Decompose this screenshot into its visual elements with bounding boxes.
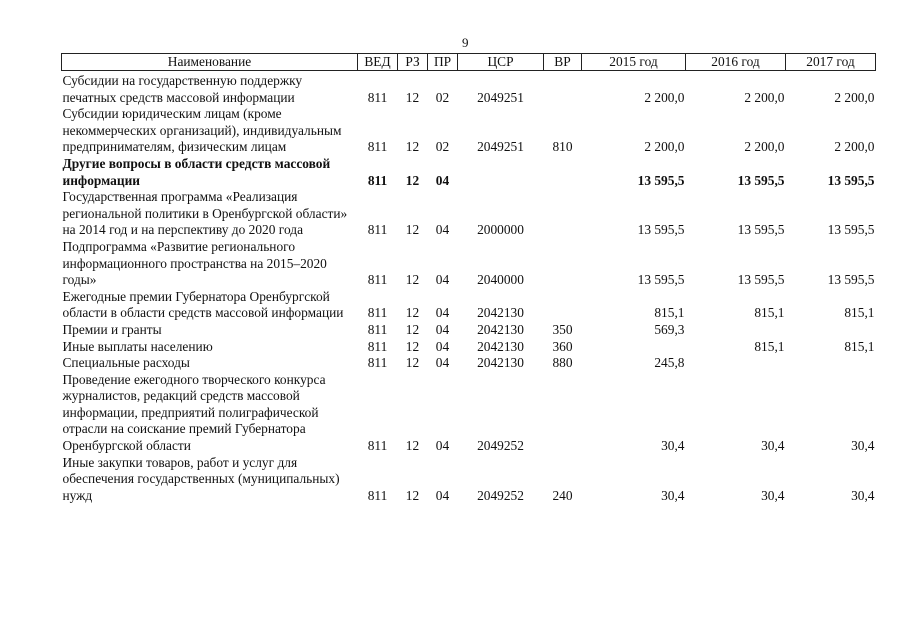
table-header-row <box>62 54 876 71</box>
row-vr <box>544 372 582 455</box>
row-rz: 12 <box>405 89 420 105</box>
row-pr: 04 <box>435 222 450 238</box>
row-pr: 04 <box>435 438 450 454</box>
table-row <box>62 239 876 289</box>
row-value-2015: 13 595,5 <box>637 272 685 288</box>
row-value-2015: 13 595,5 <box>637 172 685 188</box>
row-csr: 2049252 <box>477 438 524 454</box>
table-row <box>62 339 876 356</box>
row-rz: 12 <box>405 338 420 354</box>
page-number: 9 <box>462 35 469 50</box>
row-value-2017: 30,4 <box>851 438 875 454</box>
row-value-2016: 2 200,0 <box>744 139 785 155</box>
row-value-2016: 30,4 <box>761 438 785 454</box>
row-value-2016 <box>686 355 786 372</box>
row-value-2015: 245,8 <box>654 355 685 371</box>
row-ved: 811 <box>367 139 388 155</box>
row-ved: 811 <box>367 338 388 354</box>
row-value-2016: 13 595,5 <box>737 222 785 238</box>
row-pr: 04 <box>435 487 450 503</box>
row-ved: 811 <box>367 272 388 288</box>
row-vr <box>544 156 582 189</box>
row-pr: 04 <box>435 272 450 288</box>
header-pr: ПР <box>428 54 458 71</box>
row-rz: 12 <box>405 272 420 288</box>
row-vr: 240 <box>552 487 573 503</box>
header-2017: 2017 год <box>786 54 876 71</box>
row-name: Премии и гранты <box>62 321 162 337</box>
row-value-2015 <box>582 339 686 356</box>
row-vr <box>544 189 582 239</box>
row-value-2015: 30,4 <box>661 487 685 503</box>
table-row <box>62 71 876 107</box>
row-value-2015: 30,4 <box>661 438 685 454</box>
header-ved: ВЕД <box>358 54 398 71</box>
row-rz: 12 <box>405 438 420 454</box>
row-ved: 811 <box>367 321 388 337</box>
row-value-2017: 13 595,5 <box>827 272 875 288</box>
header-2016: 2016 год <box>686 54 786 71</box>
budget-table <box>61 53 876 504</box>
row-value-2016: 30,4 <box>761 487 785 503</box>
header-name: Наименование <box>62 54 358 71</box>
row-name: Подпрограмма «Развитие регионального информационного пространства на 2015–2020 годы» <box>62 238 327 288</box>
row-value-2016: 13 595,5 <box>737 172 785 188</box>
row-ved: 811 <box>367 172 388 188</box>
row-ved: 811 <box>367 355 388 371</box>
header-rz: РЗ <box>398 54 428 71</box>
row-name: Субсидии юридическим лицам (кроме некоммерческих организаций), индивидуальным предпринимателям, физическим лицам <box>62 106 342 155</box>
table-row <box>62 322 876 339</box>
row-value-2017: 2 200,0 <box>834 139 875 155</box>
row-name: Специальные расходы <box>62 355 190 371</box>
row-ved: 811 <box>367 89 388 105</box>
row-value-2017 <box>786 355 876 372</box>
row-name: Субсидии на государственную поддержку печатных средств массовой информации <box>62 73 303 105</box>
row-value-2017: 30,4 <box>851 487 875 503</box>
row-csr: 2049252 <box>477 487 524 503</box>
table-row <box>62 106 876 156</box>
row-value-2015: 2 200,0 <box>644 89 685 105</box>
row-value-2017: 13 595,5 <box>827 172 875 188</box>
row-ved: 811 <box>367 438 388 454</box>
row-rz: 12 <box>405 355 420 371</box>
row-value-2016: 815,1 <box>754 338 785 354</box>
row-value-2017 <box>786 322 876 339</box>
row-pr: 04 <box>435 305 450 321</box>
row-pr: 04 <box>435 172 450 188</box>
table-row <box>62 156 876 189</box>
row-value-2017: 815,1 <box>844 305 875 321</box>
header-vr: ВР <box>544 54 582 71</box>
row-vr: 360 <box>552 338 573 354</box>
row-value-2016: 13 595,5 <box>737 272 785 288</box>
row-rz: 12 <box>405 222 420 238</box>
row-csr: 2042130 <box>477 305 524 321</box>
row-csr: 2042130 <box>477 355 524 371</box>
table-row <box>62 189 876 239</box>
row-rz: 12 <box>405 305 420 321</box>
row-vr: 810 <box>552 139 573 155</box>
row-vr <box>544 71 582 107</box>
row-vr <box>544 239 582 289</box>
row-vr: 880 <box>552 355 573 371</box>
row-pr: 02 <box>435 139 450 155</box>
row-value-2016: 815,1 <box>754 305 785 321</box>
row-pr: 04 <box>435 338 450 354</box>
row-name: Государственная программа «Реализация региональной политики в Оренбургской области» на 2014 год и на перспективу до 2020 года <box>62 189 348 238</box>
row-csr <box>458 156 544 189</box>
row-csr: 2042130 <box>477 321 524 337</box>
row-rz: 12 <box>405 487 420 503</box>
row-csr: 2040000 <box>477 272 524 288</box>
row-name: Проведение ежегодного творческого конкурса журналистов, редакций средств массовой информации, предприятий полиграфической отрасли на соискание премий Губернатора Оренбургской области <box>62 371 326 454</box>
row-rz: 12 <box>405 172 420 188</box>
table-row <box>62 455 876 505</box>
table-row <box>62 289 876 322</box>
header-2015: 2015 год <box>582 54 686 71</box>
row-value-2017: 2 200,0 <box>834 89 875 105</box>
row-name: Иные выплаты населению <box>62 338 213 354</box>
row-value-2015: 2 200,0 <box>644 139 685 155</box>
row-pr: 02 <box>435 89 450 105</box>
row-ved: 811 <box>367 222 388 238</box>
table-row <box>62 372 876 455</box>
row-value-2016 <box>686 322 786 339</box>
row-name: Другие вопросы в области средств массовой информации <box>62 155 331 188</box>
row-name: Иные закупки товаров, работ и услуг для обеспечения государственных (муниципальных) нужд <box>62 454 340 503</box>
header-csr: ЦСР <box>458 54 544 71</box>
row-value-2015: 13 595,5 <box>637 222 685 238</box>
row-vr <box>544 289 582 322</box>
row-ved: 811 <box>367 305 388 321</box>
row-pr: 04 <box>435 355 450 371</box>
row-pr: 04 <box>435 321 450 337</box>
row-value-2015: 569,3 <box>654 321 685 337</box>
row-vr: 350 <box>552 321 573 337</box>
row-value-2017: 13 595,5 <box>827 222 875 238</box>
row-rz: 12 <box>405 139 420 155</box>
row-rz: 12 <box>405 321 420 337</box>
row-csr: 2042130 <box>477 338 524 354</box>
row-ved: 811 <box>367 487 388 503</box>
row-csr: 2049251 <box>477 89 524 105</box>
row-value-2015: 815,1 <box>654 305 685 321</box>
row-csr: 2000000 <box>477 222 524 238</box>
row-name: Ежегодные премии Губернатора Оренбургской области в области средств массовой информации <box>62 288 344 321</box>
table-row <box>62 355 876 372</box>
row-csr: 2049251 <box>477 139 524 155</box>
row-value-2016: 2 200,0 <box>744 89 785 105</box>
row-value-2017: 815,1 <box>844 338 875 354</box>
